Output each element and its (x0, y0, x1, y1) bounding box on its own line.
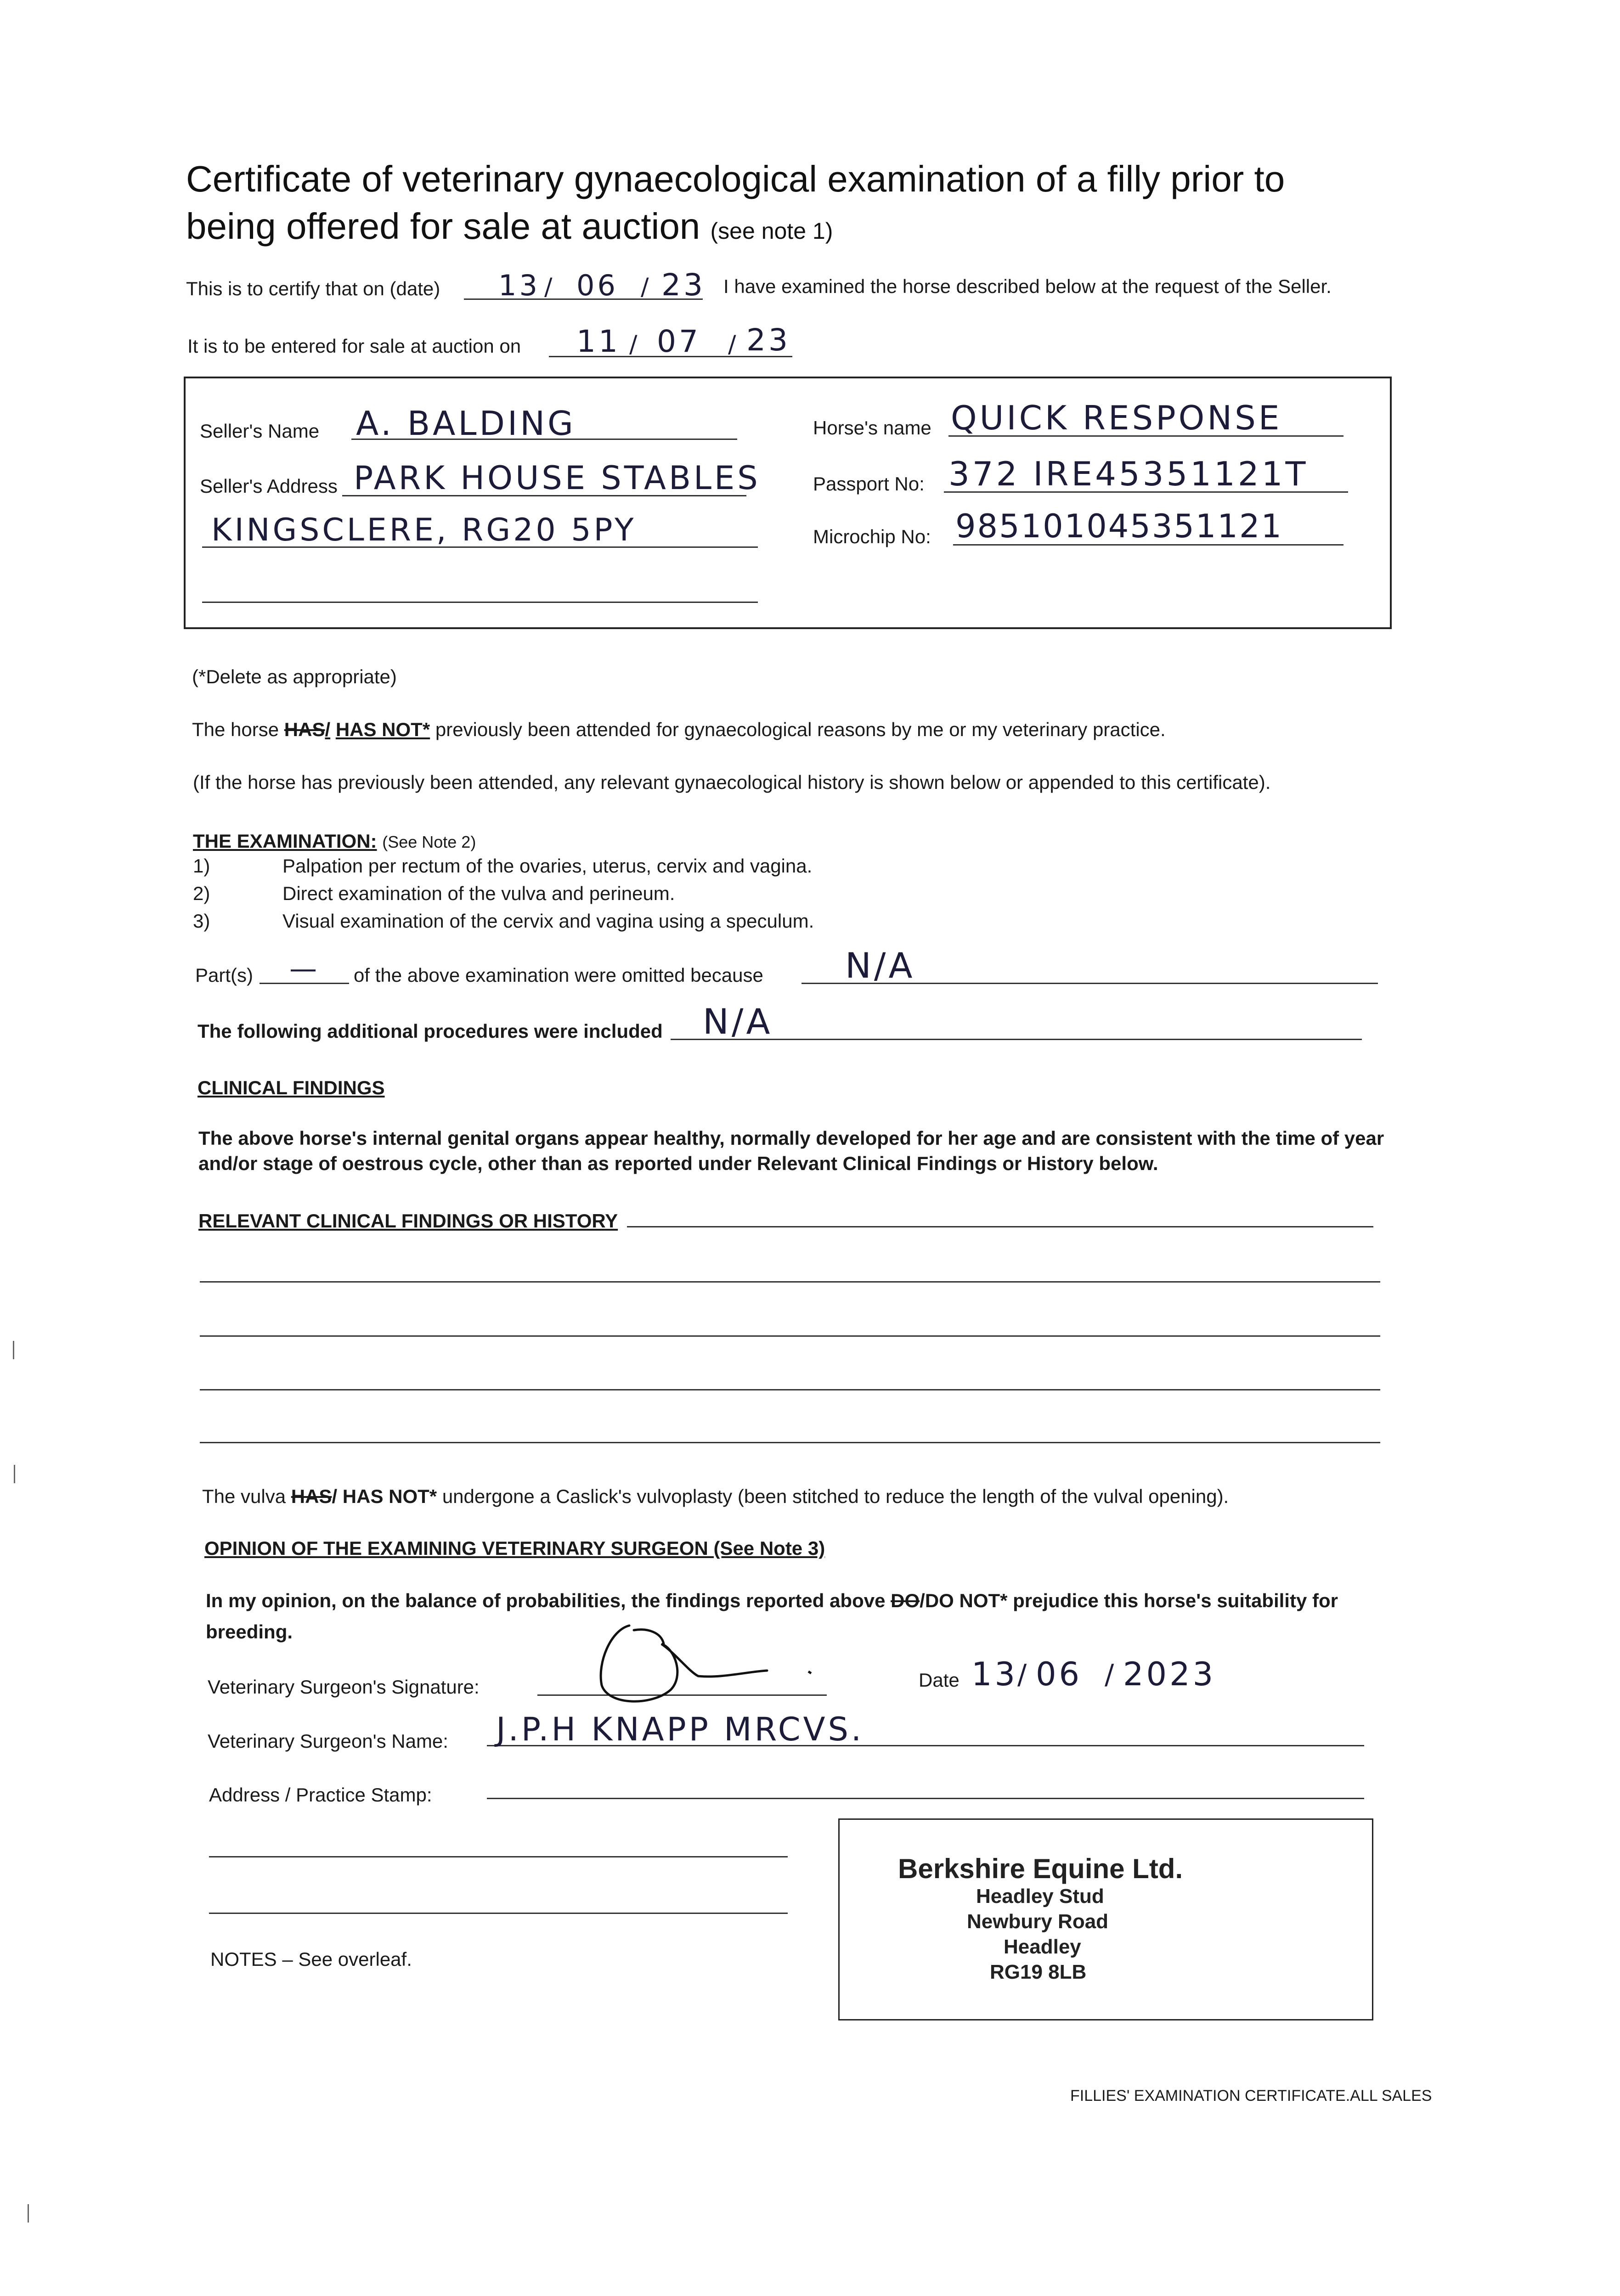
document-title (186, 156, 1285, 202)
address-stamp-label: Address / Practice Stamp: (209, 1784, 432, 1806)
auction-sep-2: / (728, 331, 739, 358)
seller-address-line2: KINGSCLERE, RG20 5PY (211, 512, 637, 548)
title-line-2: being offered for sale at auction (186, 206, 700, 247)
signature-scribble (583, 1621, 822, 1708)
auction-day: 11 (576, 324, 621, 359)
exam-item-3-text: Visual examination of the cervix and vagina using a speculum. (282, 910, 814, 932)
opinion-suffix: prejudice this horse's suitability for (1013, 1590, 1338, 1611)
opinion-text-1 (206, 1590, 1338, 1612)
attended-has-not: HAS NOT* (335, 719, 430, 740)
attended-line (192, 719, 1166, 741)
attended-suffix: previously been attended for gynaecological reasons by me or my veterinary practice. (435, 719, 1166, 740)
scan-mark (14, 1465, 15, 1483)
auction-month: 07 (657, 324, 701, 359)
certify-sep-2: / (641, 273, 652, 301)
vulva-line (202, 1486, 1229, 1508)
relevant-line-1 (627, 1226, 1373, 1227)
omitted-label: of the above examination were omitted because (354, 964, 763, 986)
relevant-line-5 (200, 1442, 1380, 1443)
surgeon-date-month: 06 (1036, 1655, 1083, 1693)
examination-heading (193, 830, 476, 852)
additional-label: The following additional procedures were included (198, 1020, 663, 1042)
microchip-label: Microchip No: (813, 526, 931, 547)
surgeon-name-value: J.P.H KNAPP MRCVS. (496, 1711, 864, 1748)
exam-item-2-text: Direct examination of the vulva and perineum. (282, 883, 675, 904)
clinical-statement-2: and/or stage of oestrous cycle, other than as reported under Relevant Clinical Findings or History below. (198, 1153, 1158, 1174)
opinion-text-2: breeding. (206, 1621, 293, 1643)
seller-name-label: Seller's Name (200, 420, 320, 442)
horse-name-value: QUICK RESPONSE (951, 399, 1282, 437)
address-line-2 (209, 1856, 788, 1857)
opinion-do-not: DO NOT* (925, 1590, 1008, 1611)
seller-address-label: Seller's Address (200, 475, 338, 497)
certify-month: 06 (576, 269, 618, 302)
signature-label: Veterinary Surgeon's Signature: (208, 1676, 480, 1698)
notes-text: NOTES – See overleaf. (210, 1948, 412, 1970)
signature-stroke (601, 1626, 767, 1701)
auction-sep-1: / (629, 331, 640, 358)
address-line-1 (487, 1798, 1364, 1799)
examination-heading-note: (See Note 2) (382, 833, 476, 851)
passport-label: Passport No: (813, 473, 925, 495)
exam-item-3-num: 3) (193, 910, 210, 932)
scan-mark (13, 1341, 14, 1359)
microchip-value: 985101045351121 (955, 507, 1283, 545)
opinion-prefix: In my opinion, on the balance of probabilities, the findings reported above (206, 1590, 886, 1611)
document-title-line2 (186, 203, 833, 254)
clinical-heading: CLINICAL FINDINGS (198, 1077, 385, 1098)
stamp-line-5: RG19 8LB (990, 1961, 1087, 1983)
address-line-3 (209, 1913, 788, 1914)
relevant-line-4 (200, 1389, 1380, 1390)
exam-item-1-text: Palpation per rectum of the ovaries, uterus, cervix and vagina. (282, 855, 813, 877)
delete-note: (*Delete as appropriate) (192, 666, 397, 687)
certify-day: 13 (498, 269, 540, 302)
additional-line (671, 1039, 1362, 1040)
vulva-has: HAS (291, 1486, 332, 1507)
title-line-1: Certificate of veterinary gynaecological examination of a filly prior to (186, 158, 1285, 199)
history-note: (If the horse has previously been attended, any relevant gynaecological history is shown below or appended to this certificate). (193, 771, 1271, 793)
opinion-heading: OPINION OF THE EXAMINING VETERINARY SURGEON (See Note 3) (204, 1537, 825, 1559)
certify-sep-1: / (544, 273, 555, 301)
title-note: (see note 1) (710, 218, 833, 244)
horse-name-label: Horse's name (813, 417, 931, 439)
relevant-line-2 (200, 1281, 1380, 1283)
signature-dot (808, 1671, 811, 1673)
opinion-do: DO (891, 1590, 920, 1611)
surgeon-date-year: 2023 (1123, 1655, 1216, 1693)
surgeon-date-sep-1: / (1017, 1659, 1030, 1691)
examination-heading-text: THE EXAMINATION: (193, 830, 377, 852)
vulva-prefix: The vulva (202, 1486, 286, 1507)
exam-item-1-num: 1) (193, 855, 210, 877)
vulva-has-not: HAS NOT* (342, 1486, 437, 1507)
attended-slash: / (325, 719, 331, 740)
seller-name-value: A. BALDING (356, 404, 576, 443)
exam-item-2-num: 2) (193, 883, 210, 904)
scan-mark (28, 2204, 29, 2223)
certify-prefix: This is to certify that on (date) (186, 278, 440, 299)
auction-prefix: It is to be entered for sale at auction on (187, 335, 521, 357)
vulva-slash: / (332, 1486, 338, 1507)
certify-suffix: I have examined the horse described below at the request of the Seller. (723, 276, 1332, 297)
surgeon-date-sep-2: / (1105, 1659, 1117, 1691)
surgeon-date-day: 13 (971, 1655, 1018, 1693)
surgeon-name-label: Veterinary Surgeon's Name: (208, 1730, 448, 1752)
parts-label: Part(s) (195, 964, 253, 986)
vulva-suffix: undergone a Caslick's vulvoplasty (been stitched to reduce the length of the vulval opening). (442, 1486, 1229, 1507)
relevant-heading: RELEVANT CLINICAL FINDINGS OR HISTORY (198, 1210, 618, 1232)
clinical-statement-1: The above horse's internal genital organs appear healthy, normally developed for her age and are consistent with the time of year (198, 1127, 1384, 1149)
attended-has: HAS (284, 719, 325, 740)
footer-text: FILLIES' EXAMINATION CERTIFICATE.ALL SALES (1070, 2087, 1432, 2105)
certify-year: 23 (661, 267, 706, 303)
stamp-line-4: Headley (1004, 1936, 1081, 1958)
attended-prefix: The horse (192, 719, 279, 740)
additional-value: N/A (703, 1001, 773, 1042)
seller-address-line1: PARK HOUSE STABLES (354, 459, 761, 497)
stamp-line-1: Berkshire Equine Ltd. (898, 1853, 1183, 1884)
stamp-line-2: Headley Stud (976, 1885, 1104, 1908)
relevant-line-3 (200, 1335, 1380, 1337)
seller-address-line-3 (202, 602, 758, 603)
stamp-line-3: Newbury Road (967, 1910, 1109, 1933)
omitted-value: N/A (845, 945, 915, 986)
auction-year: 23 (746, 322, 790, 358)
passport-value: 372 IRE45351121T (948, 455, 1309, 493)
opinion-slash: / (920, 1590, 925, 1611)
parts-value: — (289, 953, 320, 985)
date-label: Date (919, 1669, 960, 1691)
